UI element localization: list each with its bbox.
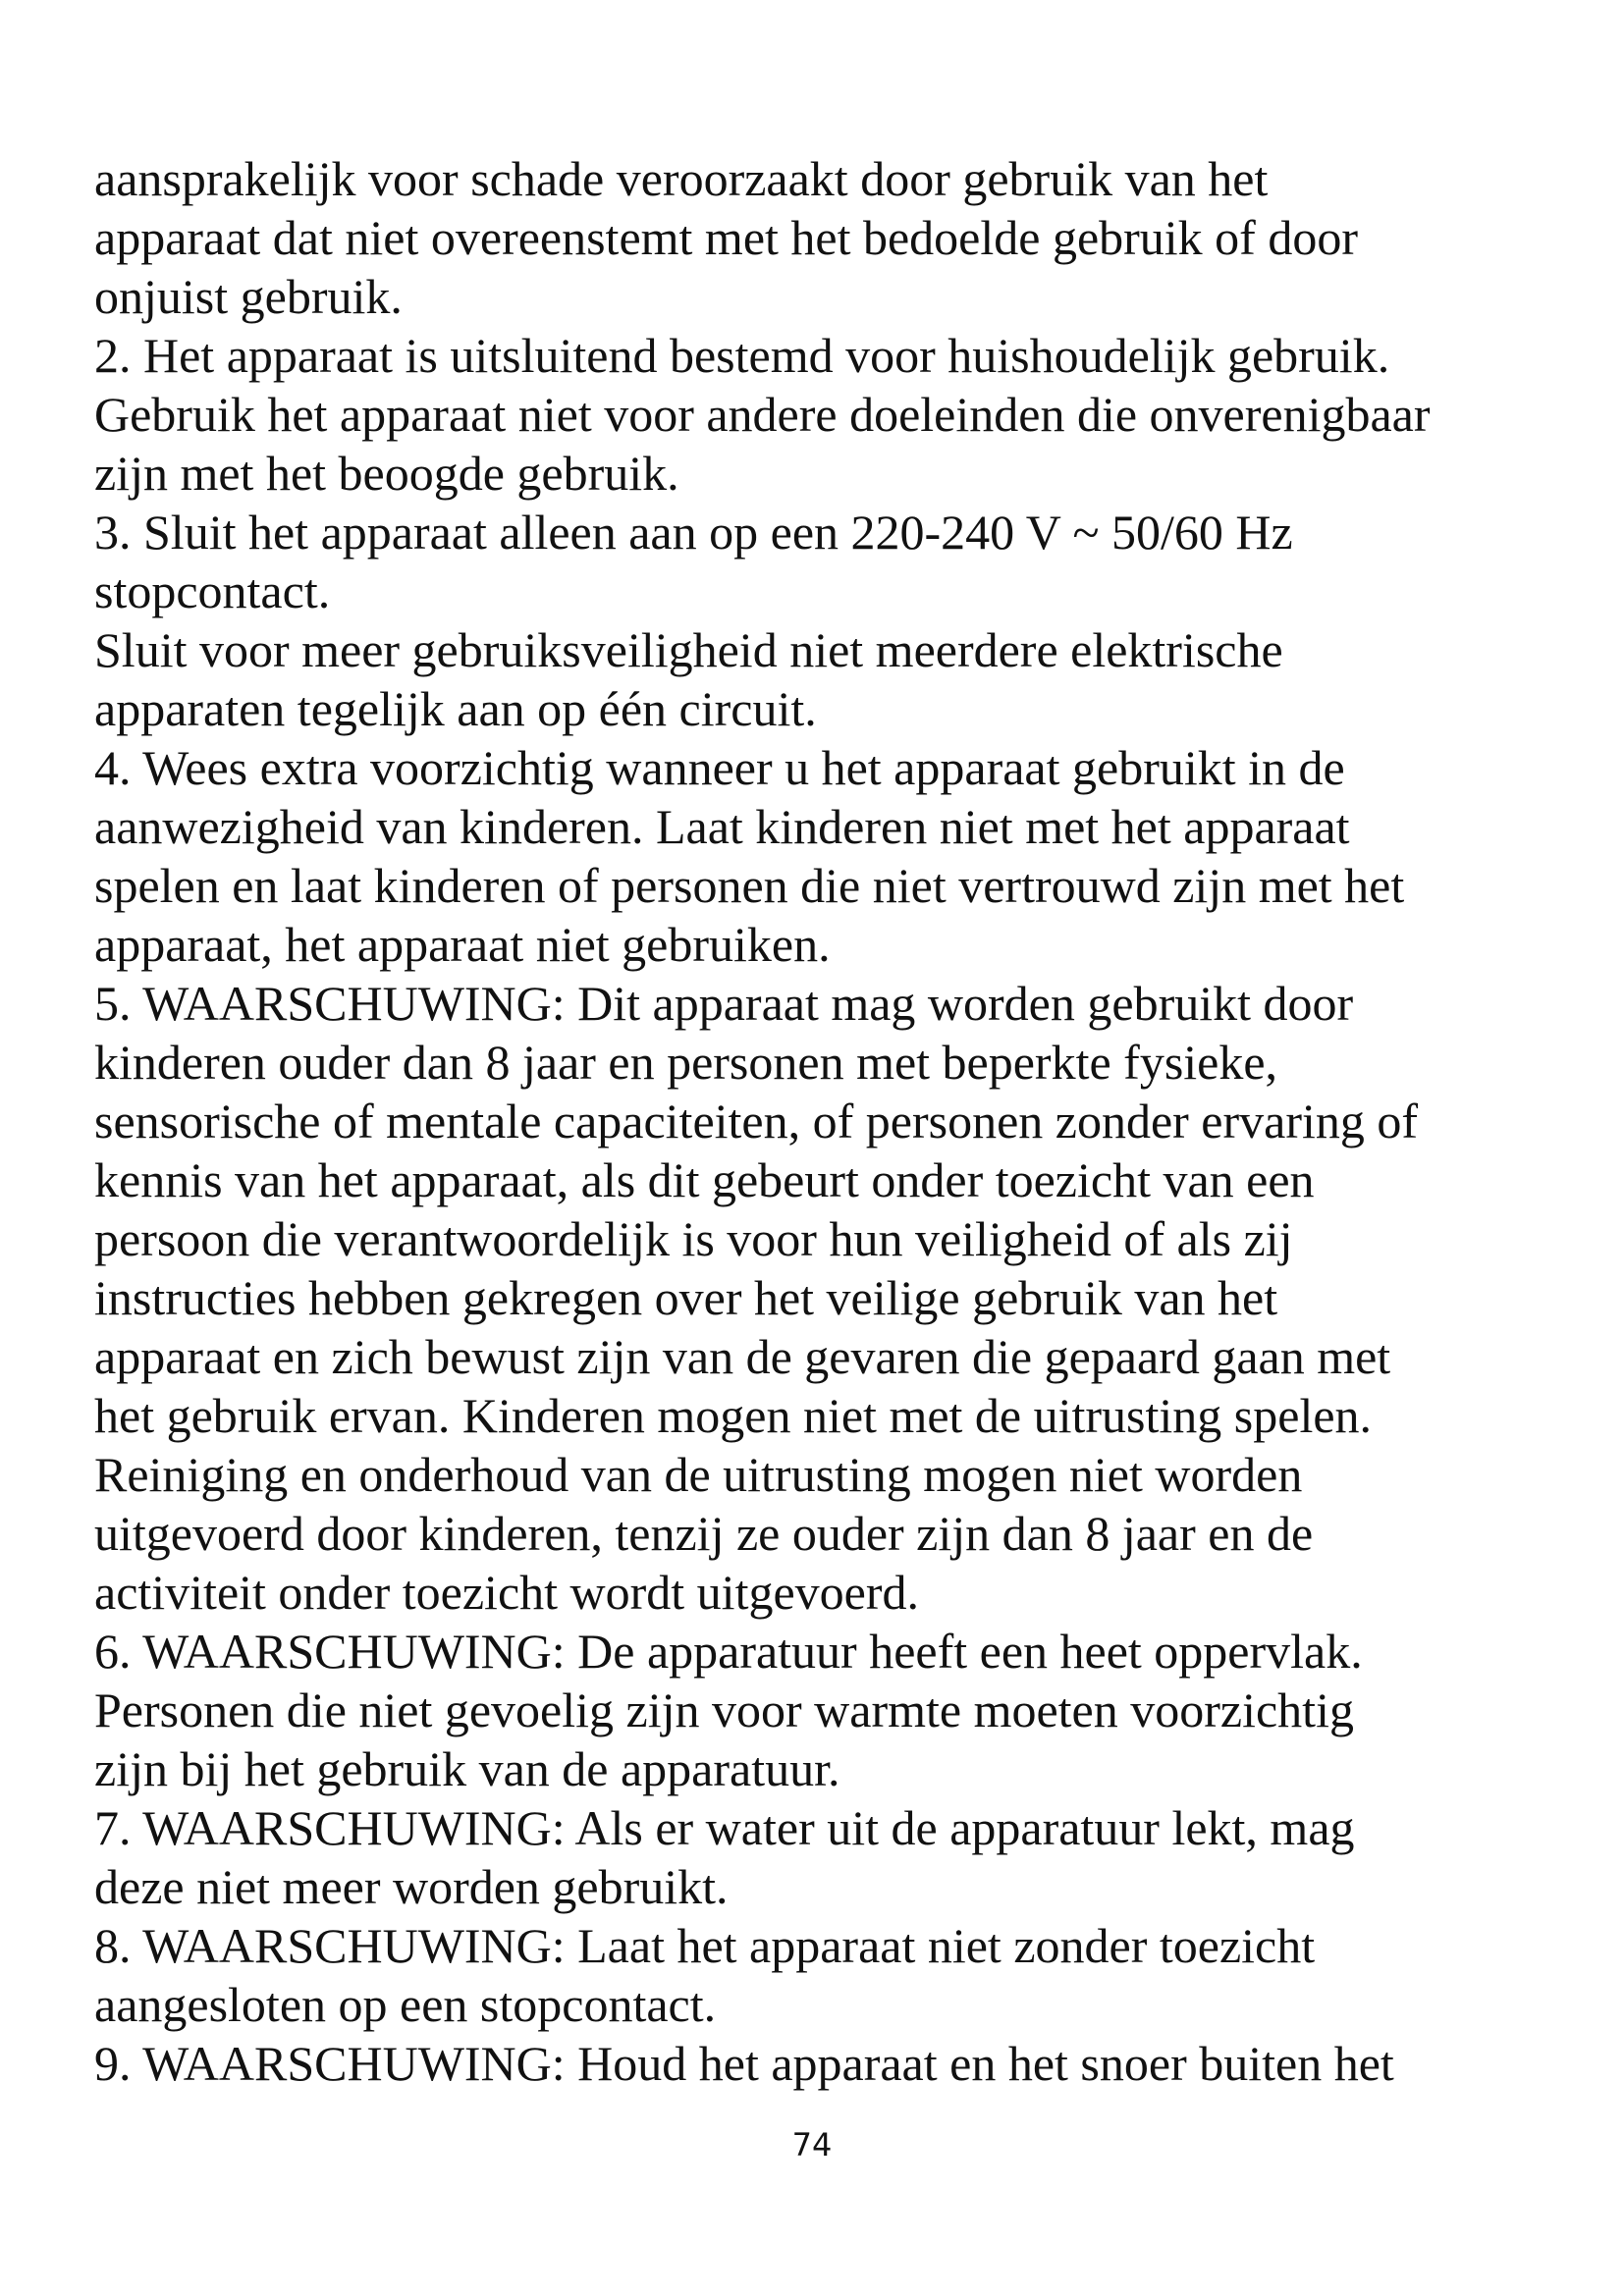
text-line: apparaat dat niet overeenstemt met het bedoelde gebruik of door: [94, 210, 1358, 265]
text-line: kennis van het apparaat, als dit gebeurt onder toezicht van een: [94, 1152, 1315, 1207]
page-number: 74: [791, 2126, 833, 2163]
text-line: Personen die niet gevoelig zijn voor warmte moeten voorzichtig: [94, 1682, 1354, 1737]
text-line: activiteit onder toezicht wordt uitgevoerd.: [94, 1565, 919, 1620]
text-line: spelen en laat kinderen of personen die niet vertrouwd zijn met het: [94, 858, 1405, 913]
text-line: 4. Wees extra voorzichtig wanneer u het apparaat gebruikt in de: [94, 740, 1345, 795]
text-line: apparaat en zich bewust zijn van de gevaren die gepaard gaan met: [94, 1329, 1391, 1384]
text-line: Reiniging en onderhoud van de uitrusting mogen niet worden: [94, 1447, 1303, 1502]
text-line: 8. WAARSCHUWING: Laat het apparaat niet zonder toezicht: [94, 1918, 1316, 1973]
text-line: Gebruik het apparaat niet voor andere doeleinden die onverenigbaar: [94, 387, 1431, 442]
text-line: deze niet meer worden gebruikt.: [94, 1859, 729, 1914]
text-line: 6. WAARSCHUWING: De apparatuur heeft een heet oppervlak.: [94, 1624, 1363, 1679]
text-line: apparaat, het apparaat niet gebruiken.: [94, 917, 831, 972]
text-line: 2. Het apparaat is uitsluitend bestemd voor huishoudelijk gebruik.: [94, 328, 1390, 383]
text-line: 5. WAARSCHUWING: Dit apparaat mag worden gebruikt door: [94, 976, 1354, 1031]
text-line: uitgevoerd door kinderen, tenzij ze ouder zijn dan 8 jaar en de: [94, 1506, 1314, 1561]
text-line: 7. WAARSCHUWING: Als er water uit de apparatuur lekt, mag: [94, 1800, 1355, 1855]
text-line: kinderen ouder dan 8 jaar en personen met beperkte fysieke,: [94, 1035, 1278, 1090]
body-text: [94, 149, 1528, 2093]
text-line: sensorische of mentale capaciteiten, of personen zonder ervaring of: [94, 1094, 1419, 1148]
text-line: zijn met het beoogde gebruik.: [94, 446, 679, 501]
text-line: persoon die verantwoordelijk is voor hun veiligheid of als zij: [94, 1211, 1293, 1266]
text-line: het gebruik ervan. Kinderen mogen niet met de uitrusting spelen.: [94, 1388, 1373, 1443]
text-line: 9. WAARSCHUWING: Houd het apparaat en het snoer buiten het: [94, 2036, 1394, 2091]
text-line: aangesloten op een stopcontact.: [94, 1977, 717, 2032]
text-line: 3. Sluit het apparaat alleen aan op een 220-240 V ~ 50/60 Hz: [94, 505, 1293, 560]
text-line: stopcontact.: [94, 563, 331, 618]
text-line: Sluit voor meer gebruiksveiligheid niet meerdere elektrische: [94, 622, 1283, 677]
text-line: onjuist gebruik.: [94, 269, 403, 324]
text-line: zijn bij het gebruik van de apparatuur.: [94, 1741, 840, 1796]
text-line: aanwezigheid van kinderen. Laat kinderen niet met het apparaat: [94, 799, 1350, 854]
text-line: instructies hebben gekregen over het veilige gebruik van het: [94, 1270, 1278, 1325]
text-line: apparaten tegelijk aan op één circuit.: [94, 681, 817, 736]
text-line: aansprakelijk voor schade veroorzaakt door gebruik van het: [94, 151, 1269, 206]
